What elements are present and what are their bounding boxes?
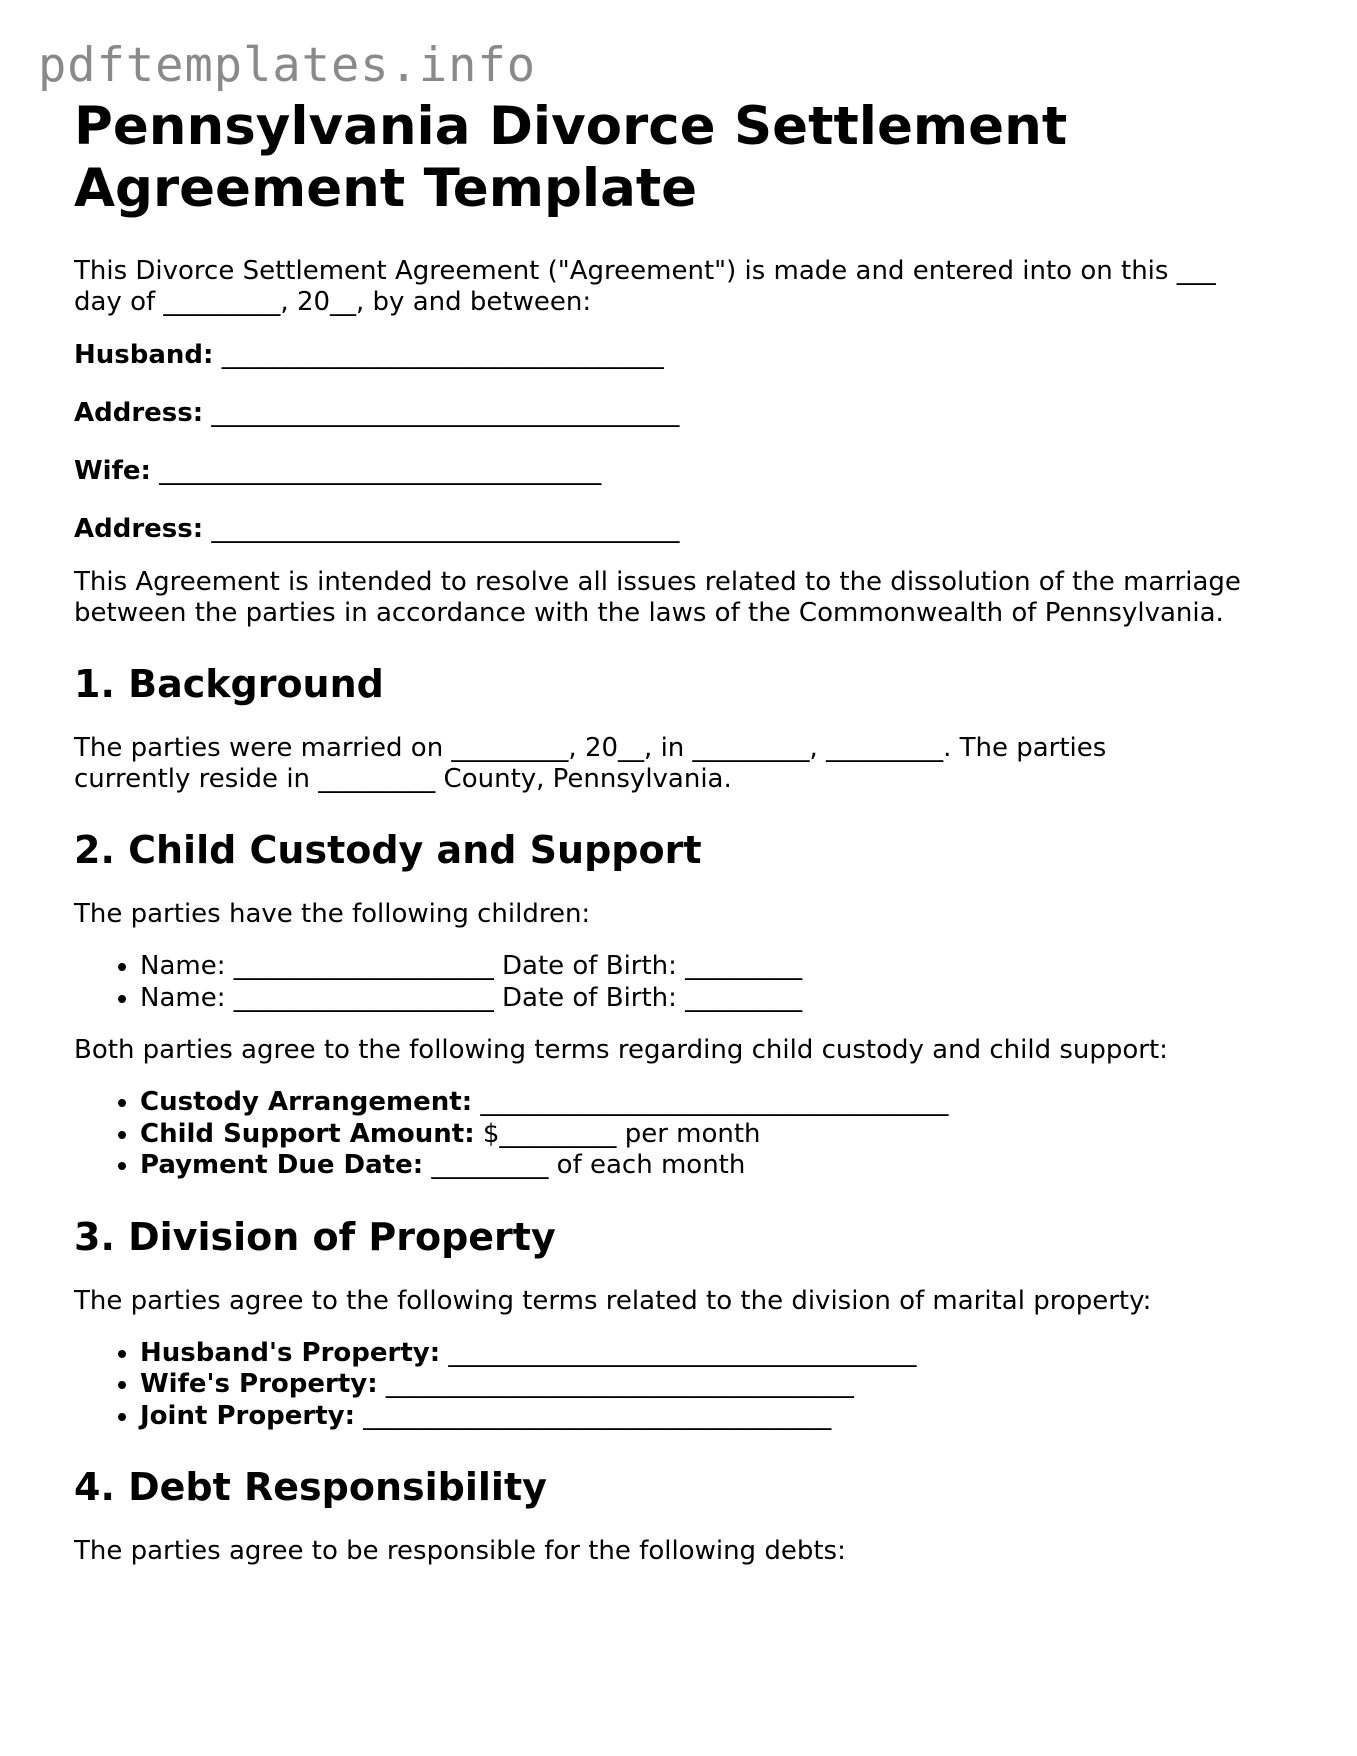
custody-arrangement-label: Custody Arrangement: bbox=[140, 1087, 473, 1117]
custody-terms-intro: Both parties agree to the following terms regarding child custody and child support: bbox=[74, 1035, 1168, 1065]
child-support-value: $_________ per month bbox=[482, 1118, 761, 1149]
wife-address-line bbox=[74, 514, 1304, 545]
list-item bbox=[140, 1119, 1304, 1151]
wife-address-label: Address: bbox=[74, 514, 204, 544]
background-paragraph: The parties were married on _________, 20__, in _________, _________. The parties currently reside in _________ County, Pennsylvania. bbox=[74, 733, 1107, 794]
property-list bbox=[74, 1338, 1304, 1433]
property-intro: The parties agree to the following terms related to the division of marital property: bbox=[74, 1285, 1152, 1316]
list-item: • Name: ____________________ Date of Birth: _________ bbox=[140, 951, 1304, 983]
section-debt-heading: 4. Debt Responsibility bbox=[74, 1465, 547, 1509]
watermark: pdftemplates.info bbox=[38, 38, 537, 93]
document-title: Pennsylvania Divorce Settlement Agreement Template bbox=[74, 96, 1068, 219]
joint-property-value: ____________________________________ bbox=[363, 1400, 832, 1431]
wife-property-label: Wife's Property: bbox=[140, 1369, 378, 1399]
wife-address-blank: ____________________________________ bbox=[211, 514, 680, 544]
joint-property-label: Joint Property: bbox=[140, 1400, 356, 1431]
custody-terms-list bbox=[74, 1087, 1304, 1182]
wife-line bbox=[74, 456, 1304, 487]
husband-property-value: ____________________________________ bbox=[448, 1337, 917, 1368]
intro-paragraph: This Divorce Settlement Agreement ("Agreement") is made and entered into on this ___ day of _________, 20__, by and between: bbox=[74, 256, 1216, 317]
payment-due-value: _________ of each month bbox=[431, 1150, 746, 1180]
list-item bbox=[140, 1087, 1304, 1119]
wife-label: Wife: bbox=[74, 456, 151, 486]
husband-address-line bbox=[74, 398, 1304, 429]
section-property-heading: 3. Division of Property bbox=[74, 1214, 556, 1259]
list-item bbox=[140, 1150, 1304, 1182]
list-item bbox=[140, 1369, 1304, 1401]
wife-property-value: ____________________________________ bbox=[385, 1369, 854, 1399]
section-custody-heading: 2. Child Custody and Support bbox=[74, 828, 702, 872]
list-item: • Name: ____________________ Date of Birth: _________ bbox=[140, 983, 1304, 1015]
purpose-paragraph: This Agreement is intended to resolve all issues related to the dissolution of the marriage between the parties in accordance with the laws of the Commonwealth of Pennsylvania. bbox=[74, 567, 1241, 628]
husband-address-label: Address: bbox=[74, 398, 204, 428]
payment-due-label: Payment Due Date: bbox=[140, 1150, 424, 1180]
debt-intro: The parties agree to be responsible for the following debts: bbox=[74, 1536, 846, 1566]
husband-label: Husband: bbox=[74, 340, 214, 370]
list-item bbox=[140, 1338, 1304, 1370]
wife-blank: __________________________________ bbox=[159, 456, 602, 486]
children-list bbox=[74, 951, 1304, 1014]
section-background-heading: 1. Background bbox=[74, 662, 384, 706]
husband-line bbox=[74, 340, 1304, 371]
custody-arrangement-value: ____________________________________ bbox=[480, 1087, 949, 1117]
children-intro: The parties have the following children: bbox=[74, 899, 591, 929]
child-support-label: Child Support Amount: bbox=[140, 1118, 475, 1149]
husband-blank: __________________________________ bbox=[221, 340, 664, 370]
husband-property-label: Husband's Property: bbox=[140, 1337, 441, 1368]
husband-address-blank: ____________________________________ bbox=[211, 398, 680, 428]
list-item bbox=[140, 1401, 1304, 1433]
document-page bbox=[74, 96, 1304, 1567]
